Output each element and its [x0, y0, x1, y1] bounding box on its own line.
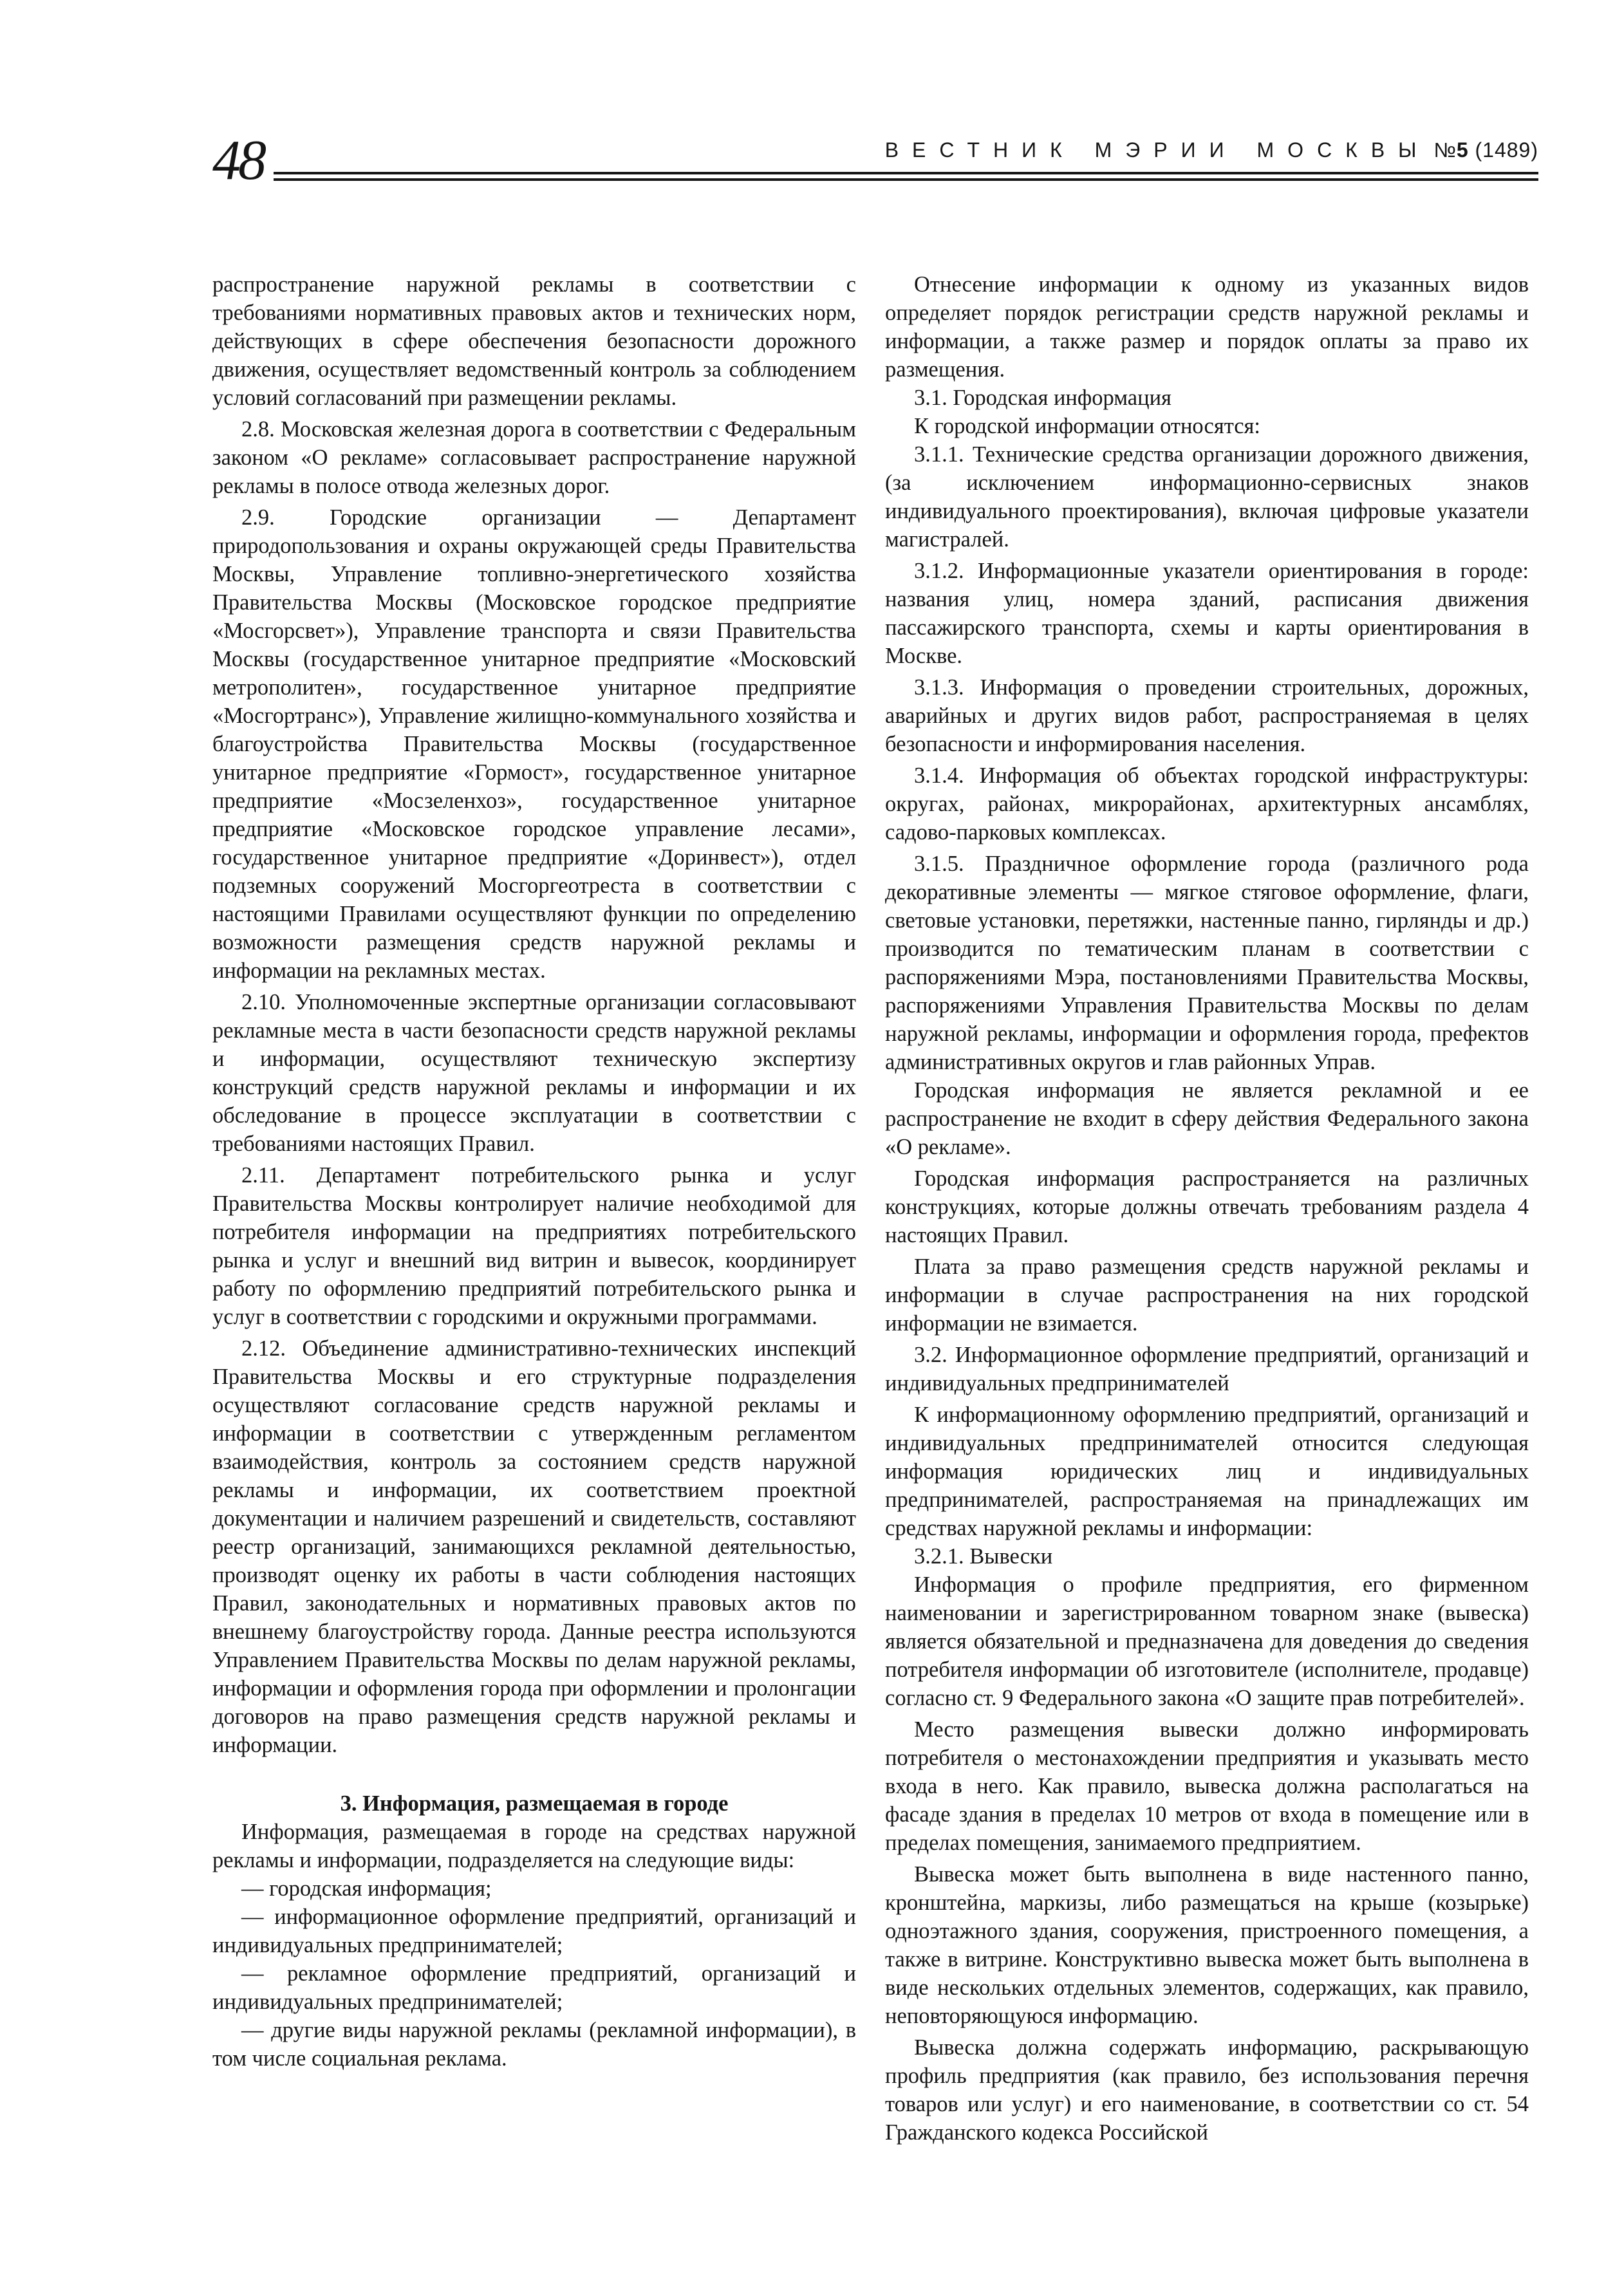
list-item: — другие виды наружной рекламы (рекламной информации), в том числе социальная реклама.	[212, 2018, 856, 2071]
paragraph: Информация о профиле предприятия, его фирменном наименовании и зарегистрированном товарном знаке (вывеска) является обязательной и предназначена для доведения до сведения потребителя информации об изготовителе (исполнителе, продавце) согласно ст. 9 Федерального закона «О защите прав потребителей».	[885, 1572, 1529, 1710]
paragraph-2-11: 2.11. Департамент потребительского рынка и услуг Правительства Москвы контролирует наличие необходимой для потребителя информации на предприятиях потребительского рынка и услуг и внешний вид витрин и вывесок, координирует работу по оформлению предприятий потребительского рынка и услуг в соответствии с городскими и окружными программами.	[212, 1163, 856, 1329]
paragraph-2-9: 2.9. Городские организации — Департамент природопользования и охраны окружающей среды Правительства Москвы, Управление топливно-энергетического хозяйства Правительства Москвы (Московское городское предприятие «Мосгорсвет»), Управление транспорта и связи Правительства Москвы (государственное унитарное предприятие «Московский метрополитен», государственное унитарное предприятие «Мосгортранс»), Управление жилищно-коммунального хозяйства и благоустройства Правительства Москвы (государственное унитарное предприятие «Гормост», государственное унитарное предприятие «Мосзеленхоз», государственное унитарное предприятие «Московское городское управление лесами», государственное унитарное предприятие «Доринвест»), отдел подземных сооружений Мосгоргеотреста в соответствии с настоящими Правилами осуществляют функции по определению возможности размещения средств наружной рекламы и информации на рекламных местах.	[212, 505, 856, 983]
paragraph: Плата за право размещения средств наружной рекламы и информации в случае распространения на них городской информации не взимается.	[885, 1255, 1529, 1336]
subsection-heading: 3.2.1. Вывески	[914, 1544, 1053, 1569]
paragraph-3-1-3: 3.1.3. Информация о проведении строительных, дорожных, аварийных и других видов работ, распространяемая в целях безопасности и информирования населения.	[885, 675, 1529, 756]
paragraph-2-12: 2.12. Объединение административно-технических инспекций Правительства Москвы и его структурные подразделения осуществляют согласование средств наружной рекламы и информации в соответствии с утвержденным регламентом взаимодействия, контроль за состоянием средств наружной рекламы и информации, их соответствием проектной документации и наличием разрешений и свидетельств, составляют реестр организаций, занимающихся рекламной деятельностью, производят оценку их работы в части соблюдения настоящих Правил, законодательных и нормативных правовых актов по внешнему благоустройству города. Данные реестра используются Управлением Правительства Москвы по делам наружной рекламы, информации и оформления города при оформлении и пролонгации договоров на право размещения средств наружной рекламы и информации.	[212, 1336, 856, 1757]
paragraph-3-1-1: 3.1.1. Технические средства организации дорожного движения, (за исключением информационно-сервисных знаков индивидуального проектирования), включая цифровые указатели магистралей.	[885, 442, 1529, 552]
paragraph-3-1-4: 3.1.4. Информация об объектах городской инфраструктуры: округах, районах, микрорайонах, архитектурных ансамблях, садово-парковых комплексах.	[885, 763, 1529, 844]
paragraph: Место размещения вывески должно информировать потребителя о местонахождении предприятия и указывать место входа в него. Как правило, вывеска должна располагаться на фасаде здания в пределах 10 метров от входа в помещение или в пределах помещения, занимаемого предприятием.	[885, 1717, 1529, 1855]
issue-number: 5	[1456, 138, 1469, 162]
paragraph: К информационному оформлению предприятий, организаций и индивидуальных предпринимателей относится следующая информация юридических лиц и индивидуальных предпринимателей, распространяемая на принадлежащих им средствах наружной рекламы и информации:	[885, 1403, 1529, 1540]
subsection-heading: 3.2. Информационное оформление предприятий, организаций и индивидуальных предпринимателей	[885, 1343, 1529, 1395]
subsection-heading: 3.1. Городская информация	[914, 386, 1171, 410]
header-rule-bottom	[274, 178, 1538, 181]
page-number: 48	[212, 129, 264, 192]
paragraph: Городская информация не является рекламной и ее распространение не входит в сферу действия Федерального закона «О рекламе».	[885, 1078, 1529, 1159]
paragraph: Вывеска должна содержать информацию, раскрывающую профиль предприятия (как правило, без использования перечня товаров или услуг) и его наименование, в соответствии со ст. 54 Гражданского кодекса Российской	[885, 2035, 1529, 2145]
right-column	[885, 270, 1529, 2147]
paragraph-3-1-5: 3.1.5. Праздничное оформление города (различного рода декоративные элементы — мягкое стяговое оформление, флаги, световые установки, перетяжки, настенные панно, гирлянды и др.) производится по тематическим планам в соответствии с распоряжениями Мэра, постановлениями Правительства Москвы, распоряжениями Управления Правительства Москвы по делам наружной рекламы, информации и оформления города, префектов административных округов и глав районных Управ.	[885, 852, 1529, 1074]
paragraph: К городской информации относятся:	[914, 414, 1260, 438]
issue-label: №	[1433, 138, 1457, 162]
issue-year: (1489)	[1475, 138, 1538, 162]
paragraph: Вывеска может быть выполнена в виде настенного панно, кронштейна, маркизы, либо размещаться на крыше (козырьке) одноэтажного здания, сооружения, пристроенного помещения, а также в витрине. Конструктивно вывеска может быть выполнена в виде нескольких отдельных элементов, содержащих, как правило, неповторяющуюся информацию.	[885, 1862, 1529, 2028]
paragraph: Городская информация распространяется на различных конструкциях, которые должны отвечать требованиям раздела 4 настоящих Правил.	[885, 1166, 1529, 1247]
page-header	[212, 126, 1538, 196]
list-item: — информационное оформление предприятий, организаций и индивидуальных предпринимателей;	[212, 1905, 856, 1957]
paragraph: Информация, размещаемая в городе на средствах наружной рекламы и информации, подразделяется на следующие виды:	[212, 1820, 856, 1872]
journal-title: ВЕСТНИК МЭРИИ МОСКВЫ	[884, 138, 1430, 162]
paragraph-2-8: 2.8. Московская железная дорога в соответствии с Федеральным законом «О рекламе» согласовывает распространение наружной рекламы в полосе отвода железных дорог.	[212, 417, 856, 498]
paragraph-3-1-2: 3.1.2. Информационные указатели ориентирования в городе: названия улиц, номера зданий, расписания движения пассажирского транспорта, схемы и карты ориентирования в Москве.	[885, 559, 1529, 668]
list-item: — рекламное оформление предприятий, организаций и индивидуальных предпринимателей;	[212, 1961, 856, 2014]
paragraph: Отнесение информации к одному из указанных видов определяет порядок регистрации средств наружной рекламы и информации, а также размер и порядок оплаты за право их размещения.	[885, 272, 1529, 382]
paragraph: распространение наружной рекламы в соответствии с требованиями нормативных правовых актов и технических норм, действующих в сфере обеспечения безопасности дорожного движения, осуществляет ведомственный контроль за соблюдением условий согласований при размещении рекламы.	[212, 272, 856, 410]
paragraph-2-10: 2.10. Уполномоченные экспертные организации согласовывают рекламные места в части безопасности средств наружной рекламы и информации, осуществляют техническую экспертизу конструкций средств наружной рекламы и информации и их обследование в процессе эксплуатации в соответствии с требованиями настоящих Правил.	[212, 990, 856, 1156]
list-item: — городская информация;	[241, 1876, 492, 1901]
issue-info	[1433, 138, 1538, 162]
left-column	[212, 270, 856, 2073]
section-heading: 3. Информация, размещаемая в городе	[340, 1791, 729, 1816]
running-title	[885, 137, 1538, 163]
header-rule-top	[274, 172, 1538, 174]
